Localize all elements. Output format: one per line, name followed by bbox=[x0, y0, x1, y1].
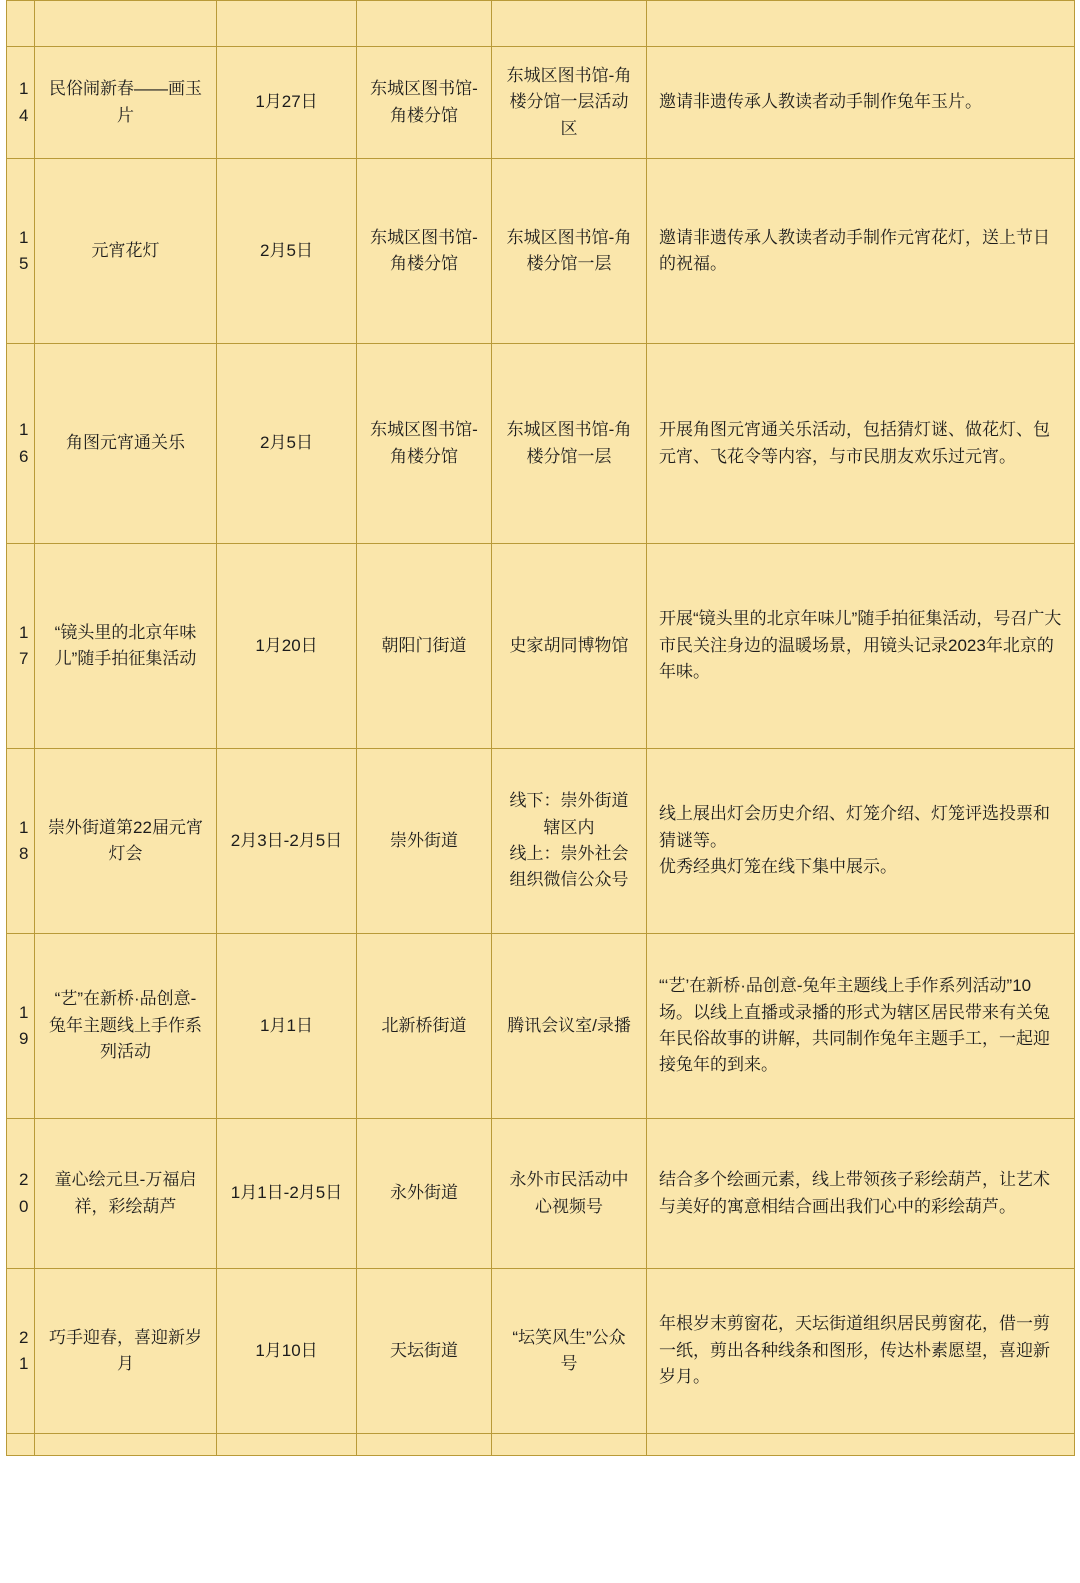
cell-name: “镜头里的北京年味儿”随手拍征集活动 bbox=[35, 544, 217, 749]
cell-date bbox=[217, 1434, 357, 1456]
cell-place: 东城区图书馆-角楼分馆一层活动区 bbox=[492, 47, 647, 159]
table-row-top-partial bbox=[7, 1, 1075, 47]
cell-date: 1月1日 bbox=[217, 934, 357, 1119]
cell-name: 角图元宵通关乐 bbox=[35, 344, 217, 544]
cell-desc: “‘艺’在新桥·品创意-兔年主题线上手作系列活动”10场。以线上直播或录播的形式为辖区居民带来有关兔年民俗故事的讲解，共同制作兔年主题手工，一起迎接兔年的到来。 bbox=[647, 934, 1075, 1119]
cell-name: “艺”在新桥·品创意-兔年主题线上手作系列活动 bbox=[35, 934, 217, 1119]
cell-index bbox=[7, 1, 35, 47]
cell-index: 19 bbox=[7, 934, 35, 1119]
cell-date: 2月5日 bbox=[217, 344, 357, 544]
cell-desc: 邀请非遗传承人教读者动手制作兔年玉片。 bbox=[647, 47, 1075, 159]
cell-place bbox=[492, 1, 647, 47]
cell-desc: 线上展出灯会历史介绍、灯笼介绍、灯笼评选投票和猜谜等。 优秀经典灯笼在线下集中展示。 bbox=[647, 749, 1075, 934]
table-row bbox=[7, 934, 1075, 1119]
cell-index: 21 bbox=[7, 1269, 35, 1434]
cell-date bbox=[217, 1, 357, 47]
table-row bbox=[7, 544, 1075, 749]
cell-place: 史家胡同博物馆 bbox=[492, 544, 647, 749]
cell-date: 2月5日 bbox=[217, 159, 357, 344]
cell-org bbox=[357, 1, 492, 47]
cell-place bbox=[492, 1434, 647, 1456]
cell-place: 永外市民活动中心视频号 bbox=[492, 1119, 647, 1269]
cell-place: 东城区图书馆-角楼分馆一层 bbox=[492, 344, 647, 544]
table-body bbox=[7, 1, 1075, 1456]
cell-org: 崇外街道 bbox=[357, 749, 492, 934]
cell-name: 童心绘元旦-万福启祥，彩绘葫芦 bbox=[35, 1119, 217, 1269]
cell-desc: 开展“镜头里的北京年味儿”随手拍征集活动，号召广大市民关注身边的温暖场景，用镜头记录2023年北京的年味。 bbox=[647, 544, 1075, 749]
cell-org: 朝阳门街道 bbox=[357, 544, 492, 749]
cell-org: 东城区图书馆-角楼分馆 bbox=[357, 344, 492, 544]
cell-name: 元宵花灯 bbox=[35, 159, 217, 344]
cell-name: 巧手迎春，喜迎新岁月 bbox=[35, 1269, 217, 1434]
cell-name: 民俗闹新春——画玉片 bbox=[35, 47, 217, 159]
cell-index bbox=[7, 1434, 35, 1456]
cell-date: 1月20日 bbox=[217, 544, 357, 749]
cell-org: 东城区图书馆-角楼分馆 bbox=[357, 47, 492, 159]
cell-index: 16 bbox=[7, 344, 35, 544]
cell-desc: 结合多个绘画元素，线上带领孩子彩绘葫芦，让艺术与美好的寓意相结合画出我们心中的彩绘葫芦。 bbox=[647, 1119, 1075, 1269]
cell-place: 腾讯会议室/录播 bbox=[492, 934, 647, 1119]
cell-desc bbox=[647, 1434, 1075, 1456]
cell-name bbox=[35, 1434, 217, 1456]
table-row bbox=[7, 1119, 1075, 1269]
cell-index: 20 bbox=[7, 1119, 35, 1269]
cell-org: 天坛街道 bbox=[357, 1269, 492, 1434]
cell-org: 永外街道 bbox=[357, 1119, 492, 1269]
activity-schedule-table bbox=[6, 0, 1075, 1456]
cell-desc: 邀请非遗传承人教读者动手制作元宵花灯，送上节日的祝福。 bbox=[647, 159, 1075, 344]
table-row bbox=[7, 47, 1075, 159]
cell-org: 东城区图书馆-角楼分馆 bbox=[357, 159, 492, 344]
cell-place: 东城区图书馆-角楼分馆一层 bbox=[492, 159, 647, 344]
cell-place: 线下：崇外街道辖区内 线上：崇外社会组织微信公众号 bbox=[492, 749, 647, 934]
cell-index: 17 bbox=[7, 544, 35, 749]
cell-org bbox=[357, 1434, 492, 1456]
cell-date: 1月1日-2月5日 bbox=[217, 1119, 357, 1269]
table-row bbox=[7, 159, 1075, 344]
cell-date: 1月27日 bbox=[217, 47, 357, 159]
cell-index: 14 bbox=[7, 47, 35, 159]
cell-index: 15 bbox=[7, 159, 35, 344]
cell-date: 2月3日-2月5日 bbox=[217, 749, 357, 934]
cell-desc: 开展角图元宵通关乐活动，包括猜灯谜、做花灯、包元宵、飞花令等内容，与市民朋友欢乐过元宵。 bbox=[647, 344, 1075, 544]
table-row-bottom-partial bbox=[7, 1434, 1075, 1456]
table-row bbox=[7, 1269, 1075, 1434]
cell-desc bbox=[647, 1, 1075, 47]
cell-org: 北新桥街道 bbox=[357, 934, 492, 1119]
cell-name: 崇外街道第22届元宵灯会 bbox=[35, 749, 217, 934]
cell-name bbox=[35, 1, 217, 47]
cell-date: 1月10日 bbox=[217, 1269, 357, 1434]
table-row bbox=[7, 344, 1075, 544]
cell-place: “坛笑风生”公众号 bbox=[492, 1269, 647, 1434]
table-row bbox=[7, 749, 1075, 934]
cell-index: 18 bbox=[7, 749, 35, 934]
cell-desc: 年根岁末剪窗花，天坛街道组织居民剪窗花，借一剪一纸，剪出各种线条和图形，传达朴素愿望，喜迎新岁月。 bbox=[647, 1269, 1075, 1434]
